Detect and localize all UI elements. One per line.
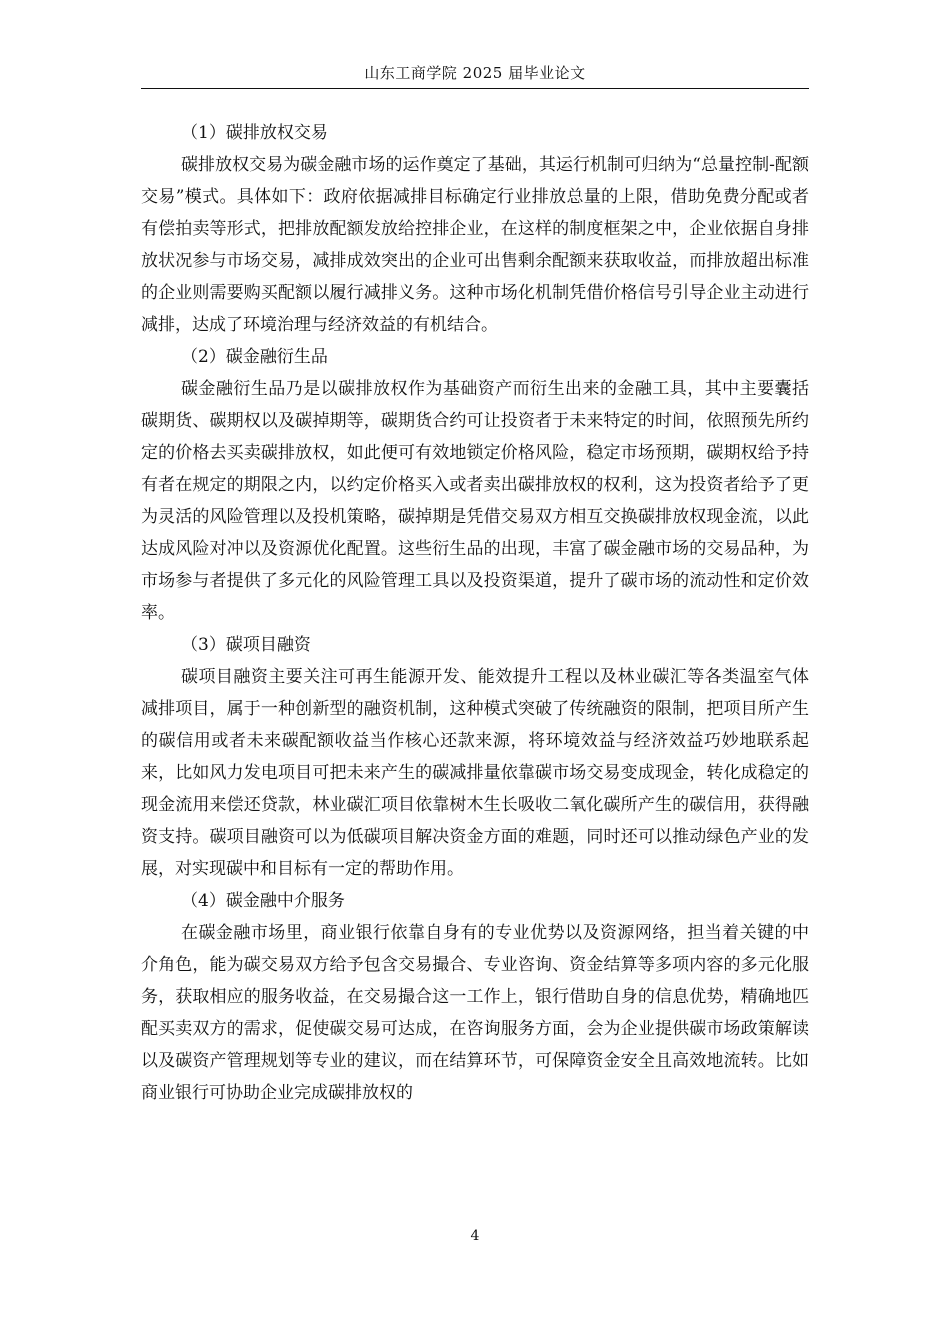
page-header: 山东工商学院 2025 届毕业论文 xyxy=(364,64,586,82)
section-carbon-emission-trading xyxy=(141,117,809,341)
section-paragraph: 碳项目融资主要关注可再生能源开发、能效提升工程以及林业碳汇等各类温室气体减排项目，属于一种创新型的融资机制，这种模式突破了传统融资的限制，把项目所产生的碳信用或者未来碳配额收益当作核心还款来源，将环境效益与经济效益巧妙地联系起来，比如风力发电项目可把未来产生的碳减排量依靠碳市场交易变成现金，转化成稳定的现金流用来偿还贷款，林业碳汇项目依靠树木生长吸收二氧化碳所产生的碳信用，获得融资支持。碳项目融资可以为低碳项目解决资金方面的难题，同时还可以推动绿色产业的发展，对实现碳中和目标有一定的帮助作用。 xyxy=(141,667,809,879)
section-paragraph: 在碳金融市场里，商业银行依靠自身有的专业优势以及资源网络，担当着关键的中介角色，能为碳交易双方给予包含交易撮合、专业咨询、资金结算等多项内容的多元化服务，获取相应的服务收益，在交易撮合这一工作上，银行借助自身的信息优势，精确地匹配买卖双方的需求，促使碳交易可达成，在咨询服务方面，会为企业提供碳市场政策解读以及碳资产管理规划等专业的建议，而在结算环节，可保障资金安全且高效地流转。比如商业银行可协助企业完成碳排放权的 xyxy=(141,923,809,1103)
section-carbon-derivatives xyxy=(141,341,809,629)
page-number: 4 xyxy=(470,1228,480,1244)
section-carbon-project-financing xyxy=(141,629,809,885)
document-body xyxy=(141,117,809,1109)
section-heading: （4）碳金融中介服务 xyxy=(181,891,345,911)
header-divider xyxy=(141,88,809,89)
section-paragraph: 碳金融衍生品乃是以碳排放权作为基础资产而衍生出来的金融工具，其中主要囊括碳期货、碳期权以及碳掉期等，碳期货合约可让投资者于未来特定的时间，依照预先所约定的价格去买卖碳排放权，如此便可有效地锁定价格风险，稳定市场预期，碳期权给予持有者在规定的期限之内，以约定价格买入或者卖出碳排放权的权利，这为投资者给予了更为灵活的风险管理以及投机策略，碳掉期是凭借交易双方相互交换碳排放权现金流，以此达成风险对冲以及资源优化配置。这些衍生品的出现，丰富了碳金融市场的交易品种，为市场参与者提供了多元化的风险管理工具以及投资渠道，提升了碳市场的流动性和定价效率。 xyxy=(141,379,809,623)
section-heading: （1）碳排放权交易 xyxy=(181,123,328,143)
section-heading: （3）碳项目融资 xyxy=(181,635,311,655)
section-heading: （2）碳金融衍生品 xyxy=(181,347,328,367)
section-paragraph: 碳排放权交易为碳金融市场的运作奠定了基础，其运行机制可归纳为“总量控制-配额交易”模式。具体如下：政府依据减排目标确定行业排放总量的上限，借助免费分配或者有偿拍卖等形式，把排放配额发放给控排企业，在这样的制度框架之中，企业依据自身排放状况参与市场交易，减排成效突出的企业可出售剩余配额来获取收益，而排放超出标准的企业则需要购买配额以履行减排义务。这种市场化机制凭借价格信号引导企业主动进行减排，达成了环境治理与经济效益的有机结合。 xyxy=(141,155,809,335)
section-carbon-intermediary-services xyxy=(141,885,809,1109)
